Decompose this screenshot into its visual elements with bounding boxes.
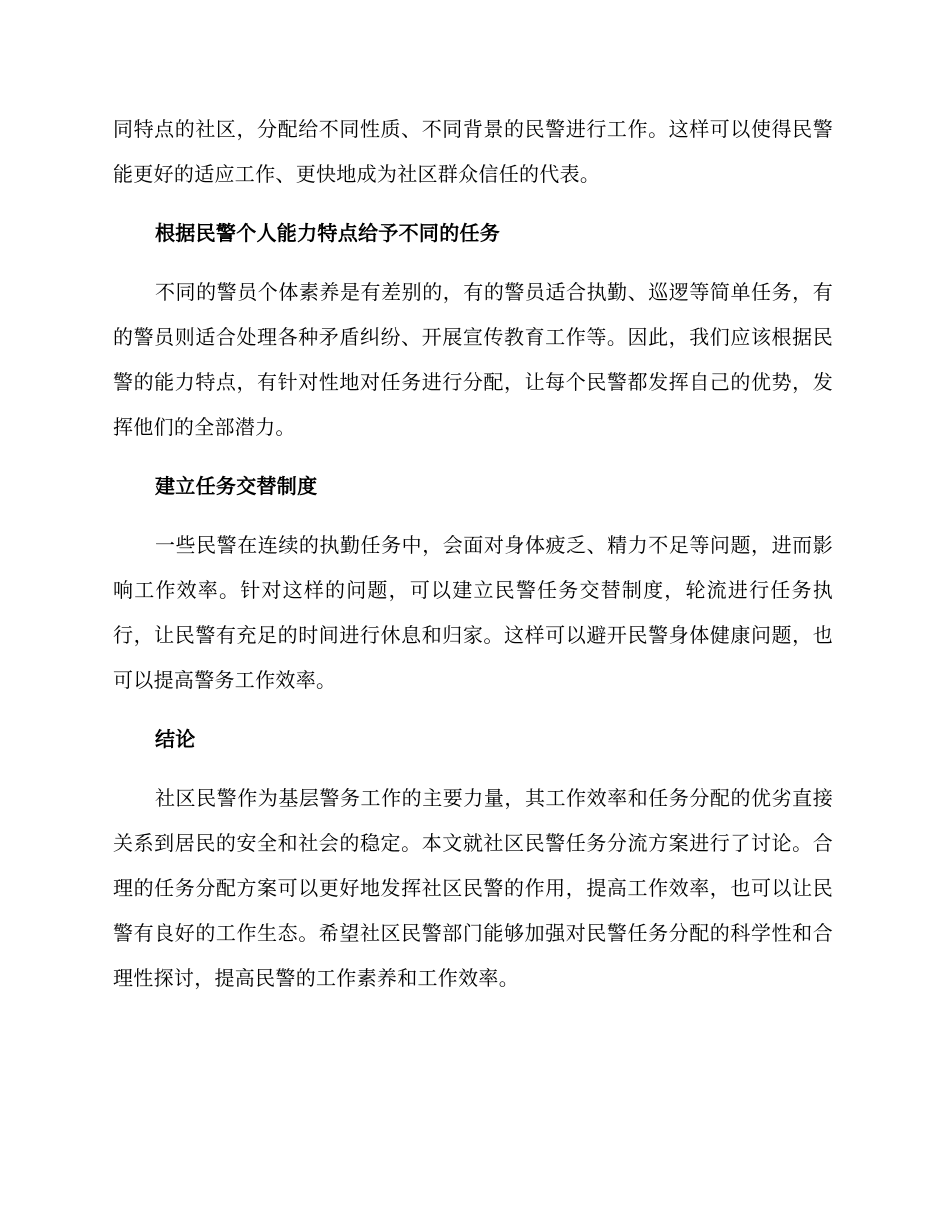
paragraph-rotation-system: 一些民警在连续的执勤任务中，会面对身体疲乏、精力不足等问题，进而影响工作效率。针对这样的问题，可以建立民警任务交替制度，轮流进行任务执行，让民警有充足的时间进行休息和归家。这样可以避开民警身体健康问题，也可以提高警务工作效率。 (113, 533, 833, 692)
section-heading-conclusion: 结论 (155, 727, 196, 751)
section-heading-rotation-system: 建立任务交替制度 (155, 474, 318, 498)
paragraph-conclusion: 社区民警作为基层警务工作的主要力量，其工作效率和任务分配的优劣直接关系到居民的安全和社会的稳定。本文就社区民警任务分流方案进行了讨论。合理的任务分配方案可以更好地发挥社区民警的作用，提高工作效率，也可以让民警有良好的工作生态。希望社区民警部门能够加强对民警任务分配的科学性和合理性探讨，提高民警的工作素养和工作效率。 (113, 786, 833, 990)
document-body (113, 107, 833, 1015)
paragraph-continuation: 同特点的社区，分配给不同性质、不同背景的民警进行工作。这样可以使得民警能更好的适应工作、更快地成为社区群众信任的代表。 (113, 117, 833, 186)
section-heading-ability-tasks: 根据民警个人能力特点给予不同的任务 (155, 221, 501, 245)
paragraph-ability-tasks: 不同的警员个体素养是有差别的，有的警员适合执勤、巡逻等简单任务，有的警员则适合处理各种矛盾纠纷、开展宣传教育工作等。因此，我们应该根据民警的能力特点，有针对性地对任务进行分配，让每个民警都发挥自己的优势，发挥他们的全部潜力。 (113, 280, 833, 439)
